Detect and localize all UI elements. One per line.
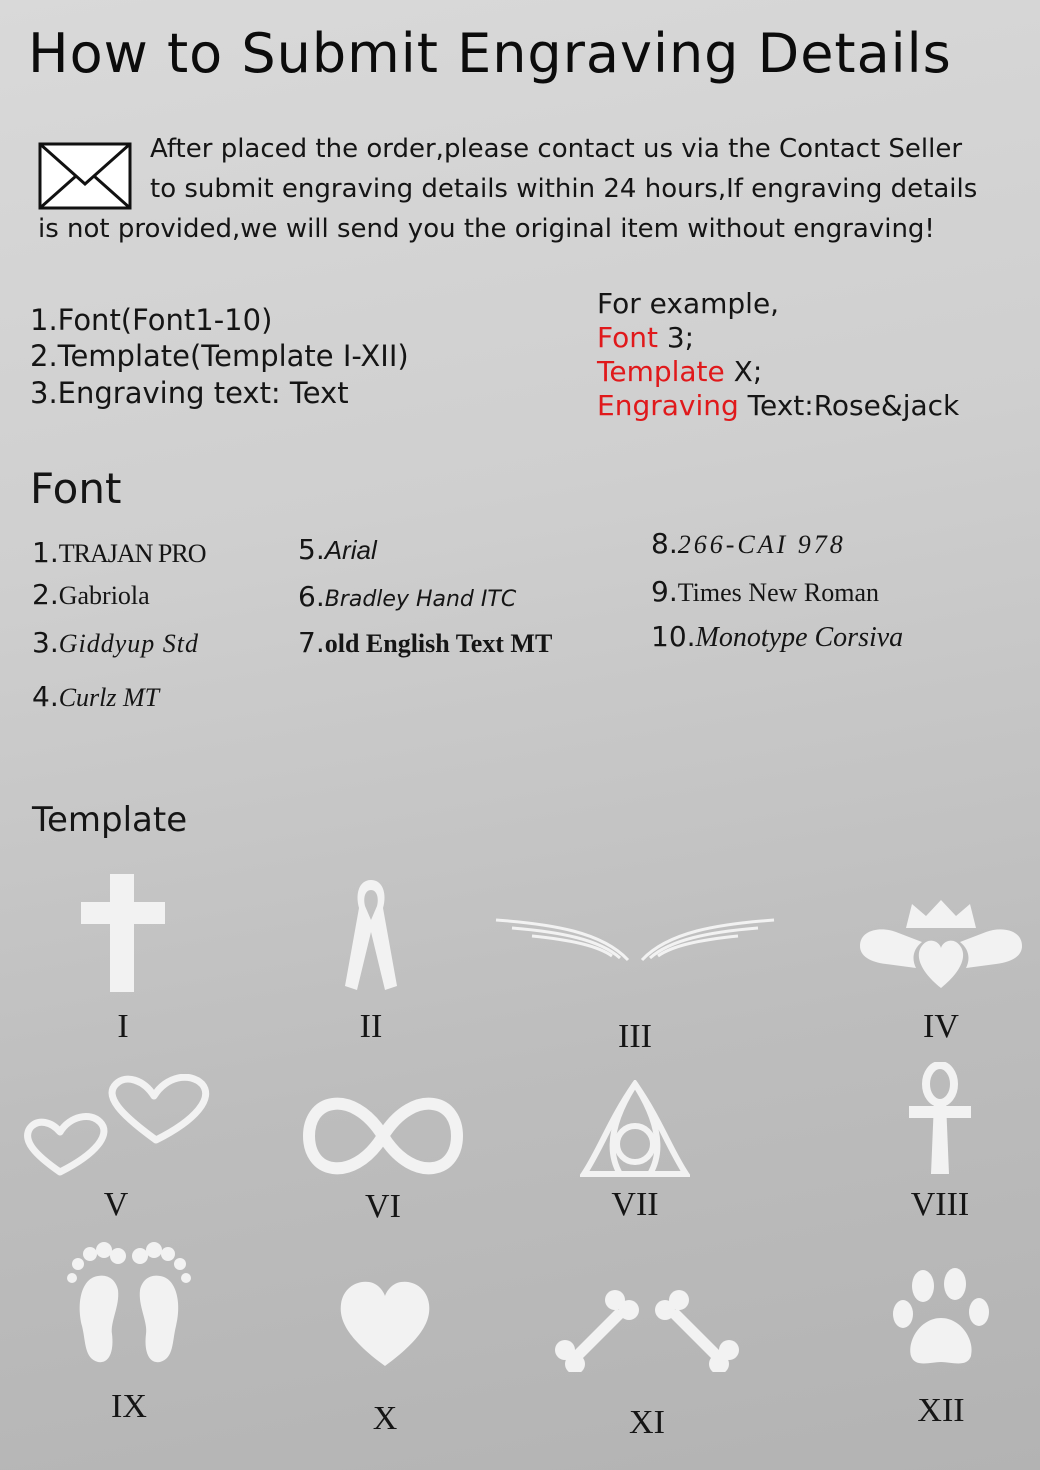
example-row-font bbox=[597, 321, 694, 355]
font-item-2 bbox=[32, 578, 150, 611]
font-section-title: Font bbox=[30, 464, 122, 513]
template-label: IV bbox=[923, 1008, 959, 1045]
font-number: 2. bbox=[32, 578, 59, 611]
claddagh-icon bbox=[856, 898, 1026, 994]
font-number: 1. bbox=[32, 536, 59, 569]
template-label: VI bbox=[365, 1188, 401, 1225]
template-item-7 bbox=[540, 1080, 730, 1224]
example-value: X; bbox=[724, 355, 763, 388]
ribbon-icon bbox=[341, 876, 401, 994]
template-item-2 bbox=[276, 876, 466, 1046]
example-value: Text:Rose&jack bbox=[738, 389, 960, 422]
envelope-icon bbox=[38, 142, 132, 210]
font-sample: Curlz MT bbox=[58, 683, 160, 712]
bones-icon bbox=[553, 1286, 741, 1372]
template-label: VII bbox=[611, 1186, 659, 1223]
font-sample: Bradley Hand ITC bbox=[324, 587, 517, 612]
template-item-6 bbox=[288, 1094, 478, 1226]
footprints-icon bbox=[64, 1242, 194, 1370]
font-sample: Giddyup Std bbox=[58, 629, 199, 658]
ankh-icon bbox=[905, 1062, 975, 1176]
wings-icon bbox=[492, 910, 778, 966]
template-label: II bbox=[359, 1008, 383, 1045]
font-item-9 bbox=[651, 575, 879, 608]
heart-icon bbox=[337, 1278, 433, 1368]
example-value: 3; bbox=[657, 321, 695, 354]
font-item-4 bbox=[32, 680, 159, 713]
font-number: 8. bbox=[651, 527, 678, 560]
example-key: Font bbox=[597, 321, 658, 354]
template-item-9 bbox=[34, 1242, 224, 1426]
example-row-template bbox=[597, 355, 762, 389]
template-item-4 bbox=[846, 898, 1036, 1046]
template-label: III bbox=[618, 1018, 652, 1055]
template-item-11 bbox=[542, 1286, 752, 1442]
template-label: X bbox=[372, 1400, 398, 1437]
font-number: 4. bbox=[32, 680, 59, 713]
example-row-engraving bbox=[597, 389, 959, 423]
font-sample: old English Text MT bbox=[324, 629, 553, 658]
triquetra-icon bbox=[580, 1080, 690, 1178]
font-number: 3. bbox=[32, 626, 59, 659]
font-item-10 bbox=[651, 620, 903, 654]
intro-line-3: is not provided,we will send you the original item without engraving! bbox=[38, 214, 935, 244]
font-sample: Times New Roman bbox=[677, 578, 879, 607]
font-item-6 bbox=[298, 580, 516, 613]
template-label: XI bbox=[629, 1404, 665, 1441]
step-3: 3.Engraving text: Text bbox=[30, 376, 349, 410]
font-sample: 266-CAI 978 bbox=[677, 530, 846, 559]
font-sample: TRAJAN PRO bbox=[58, 539, 206, 568]
step-1: 1.Font(Font1-10) bbox=[30, 303, 273, 337]
font-sample: Monotype Corsiva bbox=[695, 622, 904, 653]
page-title: How to Submit Engraving Details bbox=[28, 22, 952, 85]
example-key: Engraving bbox=[597, 389, 739, 422]
font-number: 5. bbox=[298, 533, 325, 566]
template-item-3 bbox=[490, 910, 780, 1056]
template-item-5 bbox=[16, 1074, 216, 1224]
template-label: XII bbox=[917, 1392, 965, 1429]
template-label: VIII bbox=[910, 1186, 970, 1223]
template-section-title: Template bbox=[32, 800, 188, 840]
infinity-icon bbox=[303, 1094, 463, 1178]
intro-line-2: to submit engraving details within 24 hours,If engraving details bbox=[150, 174, 978, 204]
template-item-12 bbox=[846, 1266, 1036, 1430]
cross-icon bbox=[77, 872, 169, 996]
intro-line-1: After placed the order,please contact us via the Contact Seller bbox=[150, 134, 963, 164]
font-number: 9. bbox=[651, 575, 678, 608]
step-2: 2.Template(Template I-XII) bbox=[30, 339, 409, 373]
two-hearts-icon bbox=[20, 1074, 212, 1178]
font-number: 7. bbox=[298, 626, 325, 659]
example-heading: For example, bbox=[597, 287, 780, 320]
font-item-8 bbox=[651, 527, 846, 560]
template-label: V bbox=[103, 1186, 129, 1223]
template-label: I bbox=[117, 1008, 129, 1045]
example-key: Template bbox=[597, 355, 725, 388]
font-sample: Gabriola bbox=[58, 581, 150, 610]
template-label: IX bbox=[111, 1388, 147, 1425]
font-item-1 bbox=[32, 536, 205, 569]
font-number: 10. bbox=[651, 620, 696, 653]
paw-icon bbox=[891, 1266, 991, 1370]
font-item-3 bbox=[32, 626, 199, 659]
font-item-7 bbox=[298, 626, 552, 659]
template-item-8 bbox=[845, 1062, 1035, 1224]
template-item-1 bbox=[28, 872, 218, 1046]
font-number: 6. bbox=[298, 580, 325, 613]
font-item-5 bbox=[298, 533, 377, 566]
template-item-10 bbox=[290, 1278, 480, 1438]
font-sample: Arial bbox=[324, 535, 377, 565]
